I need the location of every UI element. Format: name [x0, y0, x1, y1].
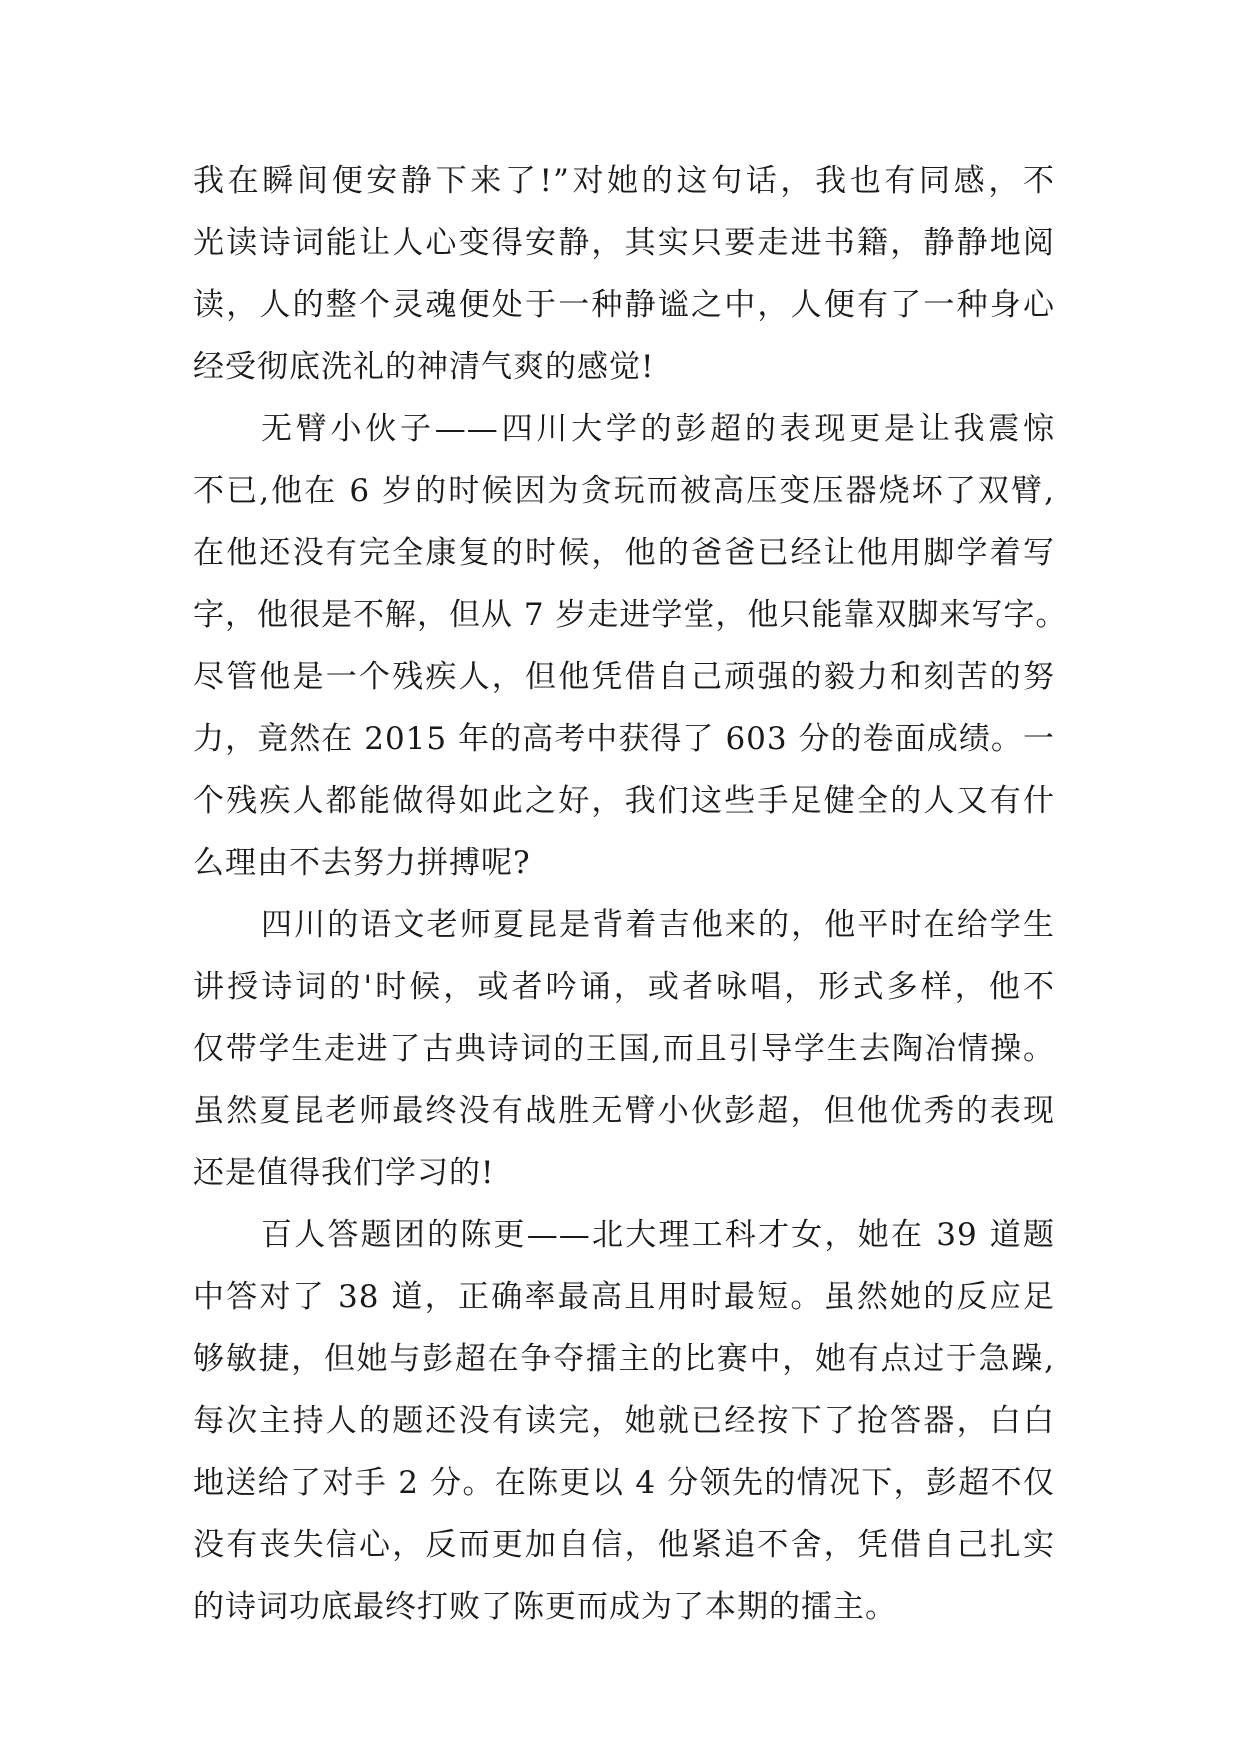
text-line: 个残疾人都能做得如此之好，我们这些手足健全的人又有什 [193, 783, 1055, 819]
paragraph-2 [193, 398, 1068, 894]
text-line: 在他还没有完全康复的时候，他的爸爸已经让他用脚学着写 [193, 535, 1055, 571]
paragraph-3 [193, 894, 1055, 1204]
document-body [193, 150, 1068, 1638]
text-line: 光读诗词能让人心变得安静，其实只要走进书籍，静静地阅 [193, 225, 1055, 261]
text-line: 尽管他是一个残疾人，但他凭借自己顽强的毅力和刻苦的努 [193, 659, 1055, 695]
text-line: 地送给了对手 2 分。在陈更以 4 分领先的情况下，彭超不仅 [193, 1465, 1055, 1501]
paragraph-4 [193, 1204, 1055, 1638]
paragraph-1 [193, 150, 1055, 398]
text-line: 不已,他在 6 岁的时候因为贪玩而被高压变压器烧坏了双臂, [193, 473, 1055, 509]
text-line: 无臂小伙子——四川大学的彭超的表现更是让我震惊 [261, 411, 1055, 447]
text-line: 的诗词功底最终打败了陈更而成为了本期的擂主。 [193, 1589, 897, 1625]
text-line: 么理由不去努力拼搏呢? [193, 845, 531, 881]
text-line: 读，人的整个灵魂便处于一种静谧之中，人便有了一种身心 [193, 287, 1055, 323]
text-line: 还是值得我们学习的! [193, 1155, 495, 1191]
text-line: 四川的语文老师夏昆是背着吉他来的，他平时在给学生 [261, 907, 1055, 943]
text-line: 没有丧失信心，反而更加自信，他紧追不舍，凭借自己扎实 [193, 1527, 1055, 1563]
text-line: 中答对了 38 道，正确率最高且用时最短。虽然她的反应足 [193, 1279, 1055, 1315]
text-line: 虽然夏昆老师最终没有战胜无臂小伙彭超，但他优秀的表现 [193, 1093, 1055, 1129]
text-line: 仅带学生走进了古典诗词的王国,而且引导学生去陶冶情操。 [193, 1031, 1055, 1067]
text-line: 讲授诗词的'时候，或者吟诵，或者咏唱，形式多样，他不 [193, 969, 1055, 1005]
text-line: 每次主持人的题还没有读完，她就已经按下了抢答器，白白 [193, 1403, 1055, 1439]
text-line: 字，他很是不解，但从 7 岁走进学堂，他只能靠双脚来写字。 [193, 597, 1068, 633]
text-line: 够敏捷，但她与彭超在争夺擂主的比赛中，她有点过于急躁, [193, 1341, 1055, 1377]
text-line: 我在瞬间便安静下来了!”对她的这句话，我也有同感，不 [193, 163, 1055, 199]
text-line: 经受彻底洗礼的神清气爽的感觉! [193, 349, 655, 385]
text-line: 力，竟然在 2015 年的高考中获得了 603 分的卷面成绩。一 [193, 721, 1055, 757]
text-line: 百人答题团的陈更——北大理工科才女，她在 39 道题 [261, 1217, 1055, 1253]
